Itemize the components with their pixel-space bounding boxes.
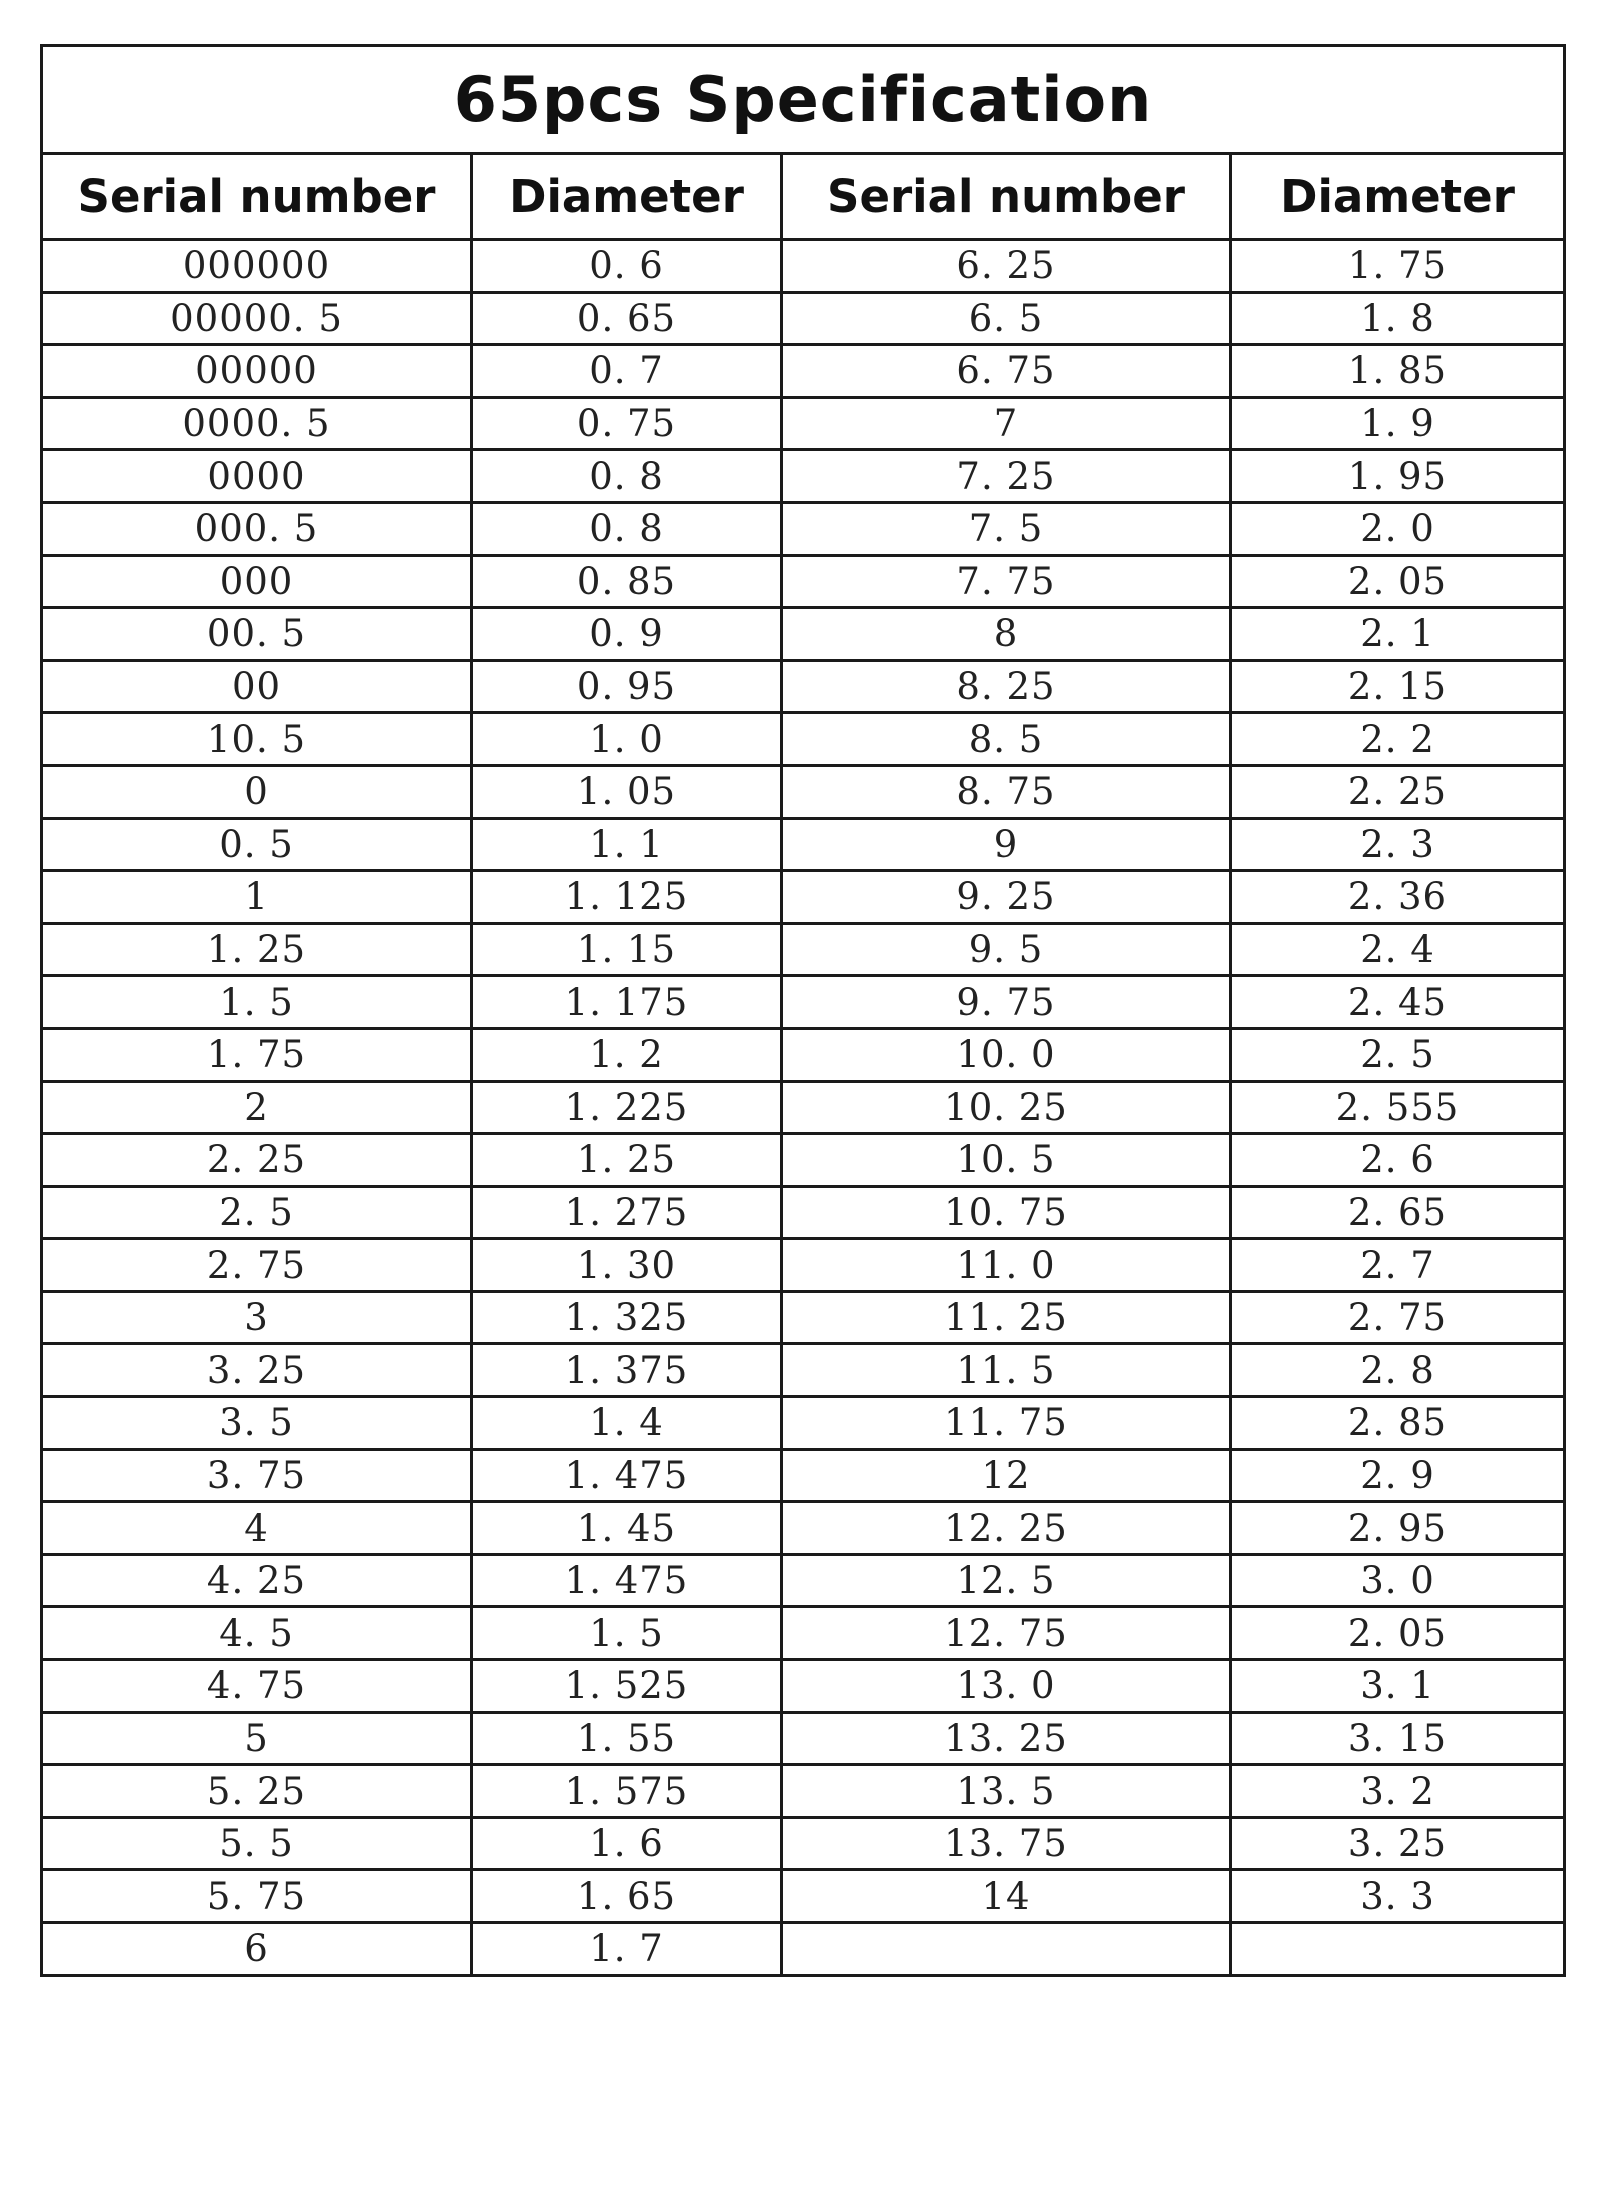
table-row	[42, 240, 1565, 293]
diameter-cell: 1. 1	[472, 818, 782, 871]
serial-number-cell: 3. 75	[42, 1449, 472, 1502]
diameter-cell: 2. 9	[1231, 1449, 1565, 1502]
diameter-cell: 1. 85	[1231, 345, 1565, 398]
diameter-cell: 2. 3	[1231, 818, 1565, 871]
diameter-cell: 1. 225	[472, 1081, 782, 1134]
diameter-cell: 3. 25	[1231, 1817, 1565, 1870]
serial-number-cell: 11. 0	[782, 1239, 1231, 1292]
table-row	[42, 450, 1565, 503]
header-diameter-left: Diameter	[472, 154, 782, 240]
diameter-cell: 2. 05	[1231, 1607, 1565, 1660]
table-row	[42, 1870, 1565, 1923]
diameter-cell: 1. 375	[472, 1344, 782, 1397]
table-body	[42, 240, 1565, 1976]
serial-number-cell: 10. 75	[782, 1186, 1231, 1239]
diameter-cell: 1. 2	[472, 1028, 782, 1081]
table-row	[42, 871, 1565, 924]
serial-number-cell: 0000	[42, 450, 472, 503]
table-row	[42, 1186, 1565, 1239]
serial-number-cell: 1. 25	[42, 923, 472, 976]
serial-number-cell: 2	[42, 1081, 472, 1134]
serial-number-cell: 6. 75	[782, 345, 1231, 398]
serial-number-cell: 5. 75	[42, 1870, 472, 1923]
diameter-cell: 1. 575	[472, 1765, 782, 1818]
serial-number-cell: 6. 5	[782, 292, 1231, 345]
serial-number-cell: 000000	[42, 240, 472, 293]
table-row	[42, 345, 1565, 398]
serial-number-cell: 12. 25	[782, 1502, 1231, 1555]
spec-sheet	[40, 44, 1563, 1977]
diameter-cell: 2. 2	[1231, 713, 1565, 766]
serial-number-cell: 13. 0	[782, 1660, 1231, 1713]
serial-number-cell: 4. 25	[42, 1554, 472, 1607]
serial-number-cell: 13. 5	[782, 1765, 1231, 1818]
table-row	[42, 1554, 1565, 1607]
serial-number-cell: 2. 75	[42, 1239, 472, 1292]
diameter-cell: 2. 65	[1231, 1186, 1565, 1239]
diameter-cell: 2. 4	[1231, 923, 1565, 976]
diameter-cell: 0. 7	[472, 345, 782, 398]
diameter-cell: 2. 7	[1231, 1239, 1565, 1292]
serial-number-cell: 5. 25	[42, 1765, 472, 1818]
header-row	[42, 154, 1565, 240]
serial-number-cell: 14	[782, 1870, 1231, 1923]
serial-number-cell: 12. 75	[782, 1607, 1231, 1660]
serial-number-cell: 7	[782, 397, 1231, 450]
serial-number-cell: 9. 75	[782, 976, 1231, 1029]
table-row	[42, 976, 1565, 1029]
table-row	[42, 1923, 1565, 1976]
serial-number-cell: 1. 75	[42, 1028, 472, 1081]
diameter-cell: 0. 85	[472, 555, 782, 608]
diameter-cell: 1. 175	[472, 976, 782, 1029]
serial-number-cell: 4	[42, 1502, 472, 1555]
diameter-cell: 0. 9	[472, 608, 782, 661]
serial-number-cell: 00	[42, 660, 472, 713]
table-row	[42, 1817, 1565, 1870]
serial-number-cell: 6	[42, 1923, 472, 1976]
serial-number-cell: 0	[42, 765, 472, 818]
diameter-cell: 2. 45	[1231, 976, 1565, 1029]
table-row	[42, 292, 1565, 345]
diameter-cell: 1. 55	[472, 1712, 782, 1765]
diameter-cell: 1. 95	[1231, 450, 1565, 503]
serial-number-cell: 0. 5	[42, 818, 472, 871]
serial-number-cell: 11. 5	[782, 1344, 1231, 1397]
diameter-cell: 2. 15	[1231, 660, 1565, 713]
serial-number-cell: 5	[42, 1712, 472, 1765]
serial-number-cell: 8. 75	[782, 765, 1231, 818]
serial-number-cell: 8	[782, 608, 1231, 661]
serial-number-cell: 3. 25	[42, 1344, 472, 1397]
diameter-cell: 1. 125	[472, 871, 782, 924]
table-row	[42, 1291, 1565, 1344]
diameter-cell: 3. 0	[1231, 1554, 1565, 1607]
diameter-cell: 2. 555	[1231, 1081, 1565, 1134]
serial-number-cell: 0000. 5	[42, 397, 472, 450]
table-row	[42, 1449, 1565, 1502]
diameter-cell: 3. 2	[1231, 1765, 1565, 1818]
diameter-cell: 0. 8	[472, 450, 782, 503]
serial-number-cell: 13. 25	[782, 1712, 1231, 1765]
table-row	[42, 1502, 1565, 1555]
diameter-cell: 1. 475	[472, 1449, 782, 1502]
diameter-cell: 2. 05	[1231, 555, 1565, 608]
serial-number-cell: 7. 5	[782, 502, 1231, 555]
diameter-cell: 2. 8	[1231, 1344, 1565, 1397]
diameter-cell: 1. 45	[472, 1502, 782, 1555]
table-row	[42, 1239, 1565, 1292]
diameter-cell: 2. 25	[1231, 765, 1565, 818]
serial-number-cell: 1	[42, 871, 472, 924]
serial-number-cell: 12	[782, 1449, 1231, 1502]
diameter-cell	[1231, 1923, 1565, 1976]
serial-number-cell: 8. 25	[782, 660, 1231, 713]
table-row	[42, 1134, 1565, 1187]
serial-number-cell: 8. 5	[782, 713, 1231, 766]
serial-number-cell: 11. 25	[782, 1291, 1231, 1344]
serial-number-cell: 4. 5	[42, 1607, 472, 1660]
table-row	[42, 765, 1565, 818]
table-title: 65pcs Specification	[42, 46, 1565, 154]
diameter-cell: 1. 65	[472, 1870, 782, 1923]
table-row	[42, 608, 1565, 661]
serial-number-cell: 9	[782, 818, 1231, 871]
serial-number-cell: 2. 25	[42, 1134, 472, 1187]
table-row	[42, 818, 1565, 871]
header-serial-number-left: Serial number	[42, 154, 472, 240]
diameter-cell: 3. 15	[1231, 1712, 1565, 1765]
serial-number-cell: 000	[42, 555, 472, 608]
diameter-cell: 1. 525	[472, 1660, 782, 1713]
diameter-cell: 1. 30	[472, 1239, 782, 1292]
diameter-cell: 2. 5	[1231, 1028, 1565, 1081]
table-row	[42, 1344, 1565, 1397]
serial-number-cell: 6. 25	[782, 240, 1231, 293]
table-row	[42, 555, 1565, 608]
diameter-cell: 0. 8	[472, 502, 782, 555]
table-row	[42, 660, 1565, 713]
serial-number-cell: 00. 5	[42, 608, 472, 661]
table-row	[42, 502, 1565, 555]
table-row	[42, 923, 1565, 976]
diameter-cell: 1. 15	[472, 923, 782, 976]
serial-number-cell: 10. 25	[782, 1081, 1231, 1134]
diameter-cell: 1. 9	[1231, 397, 1565, 450]
diameter-cell: 1. 8	[1231, 292, 1565, 345]
diameter-cell: 2. 75	[1231, 1291, 1565, 1344]
spec-table	[40, 44, 1566, 1977]
title-row	[42, 46, 1565, 154]
diameter-cell: 1. 4	[472, 1397, 782, 1450]
serial-number-cell: 7. 25	[782, 450, 1231, 503]
diameter-cell: 0. 95	[472, 660, 782, 713]
diameter-cell: 2. 0	[1231, 502, 1565, 555]
table-row	[42, 1397, 1565, 1450]
table-row	[42, 1607, 1565, 1660]
header-serial-number-right: Serial number	[782, 154, 1231, 240]
diameter-cell: 0. 75	[472, 397, 782, 450]
diameter-cell: 1. 6	[472, 1817, 782, 1870]
table-row	[42, 397, 1565, 450]
diameter-cell: 0. 65	[472, 292, 782, 345]
serial-number-cell: 5. 5	[42, 1817, 472, 1870]
diameter-cell: 1. 5	[472, 1607, 782, 1660]
diameter-cell: 3. 1	[1231, 1660, 1565, 1713]
serial-number-cell: 13. 75	[782, 1817, 1231, 1870]
diameter-cell: 2. 85	[1231, 1397, 1565, 1450]
diameter-cell: 2. 36	[1231, 871, 1565, 924]
serial-number-cell: 12. 5	[782, 1554, 1231, 1607]
serial-number-cell: 10. 5	[782, 1134, 1231, 1187]
table-row	[42, 1660, 1565, 1713]
serial-number-cell: 4. 75	[42, 1660, 472, 1713]
table-row	[42, 1765, 1565, 1818]
serial-number-cell: 1. 5	[42, 976, 472, 1029]
serial-number-cell: 000. 5	[42, 502, 472, 555]
serial-number-cell: 00000. 5	[42, 292, 472, 345]
serial-number-cell: 3. 5	[42, 1397, 472, 1450]
serial-number-cell: 10. 0	[782, 1028, 1231, 1081]
diameter-cell: 1. 05	[472, 765, 782, 818]
diameter-cell: 0. 6	[472, 240, 782, 293]
diameter-cell: 1. 0	[472, 713, 782, 766]
diameter-cell: 3. 3	[1231, 1870, 1565, 1923]
diameter-cell: 2. 1	[1231, 608, 1565, 661]
diameter-cell: 1. 325	[472, 1291, 782, 1344]
diameter-cell: 1. 475	[472, 1554, 782, 1607]
diameter-cell: 1. 7	[472, 1923, 782, 1976]
serial-number-cell: 11. 75	[782, 1397, 1231, 1450]
serial-number-cell: 00000	[42, 345, 472, 398]
diameter-cell: 1. 275	[472, 1186, 782, 1239]
serial-number-cell: 3	[42, 1291, 472, 1344]
serial-number-cell: 9. 5	[782, 923, 1231, 976]
serial-number-cell: 10. 5	[42, 713, 472, 766]
diameter-cell: 1. 25	[472, 1134, 782, 1187]
diameter-cell: 1. 75	[1231, 240, 1565, 293]
serial-number-cell: 7. 75	[782, 555, 1231, 608]
diameter-cell: 2. 95	[1231, 1502, 1565, 1555]
table-row	[42, 713, 1565, 766]
table-row	[42, 1028, 1565, 1081]
serial-number-cell: 2. 5	[42, 1186, 472, 1239]
header-diameter-right: Diameter	[1231, 154, 1565, 240]
table-row	[42, 1081, 1565, 1134]
serial-number-cell	[782, 1923, 1231, 1976]
serial-number-cell: 9. 25	[782, 871, 1231, 924]
diameter-cell: 2. 6	[1231, 1134, 1565, 1187]
table-row	[42, 1712, 1565, 1765]
